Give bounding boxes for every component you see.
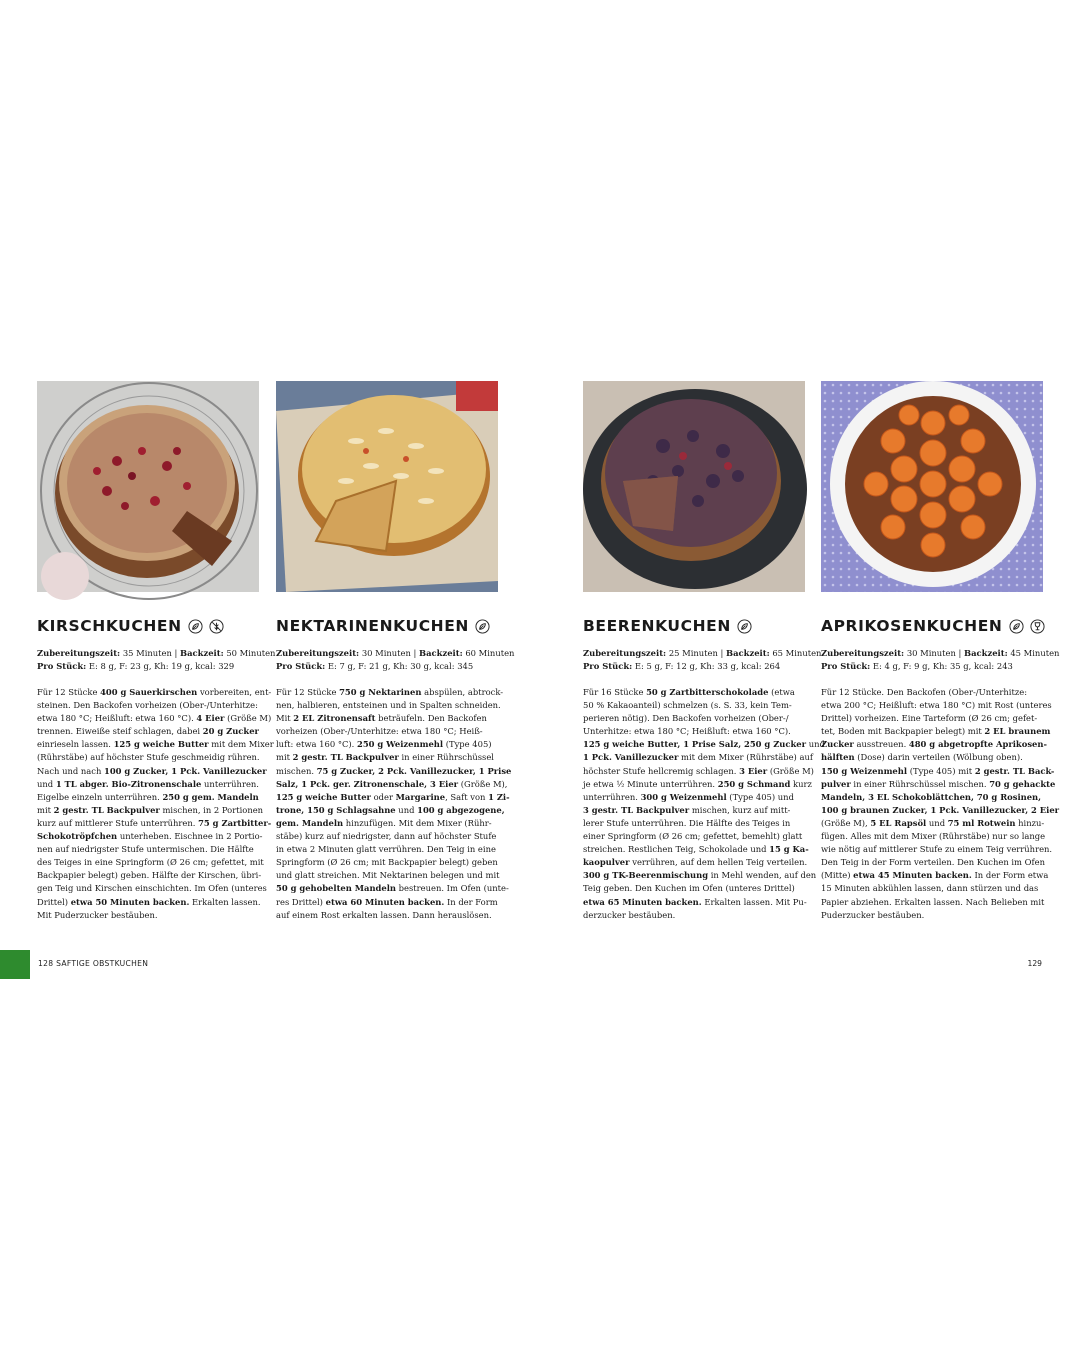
body-text: (Größe M), bbox=[458, 778, 508, 789]
body-line bbox=[821, 856, 1043, 869]
body-line bbox=[276, 830, 498, 843]
ingredient-text: Schokotröpfchen bbox=[37, 831, 118, 842]
body-text: kurz auf mittlerer Stufe unterrühren. bbox=[37, 817, 199, 828]
body-text: mit dem Mixer (Rührstäbe) auf bbox=[678, 752, 813, 763]
ingredient-text: Salz, 1 Pck. ger. Zitronenschale, 3 Eier bbox=[276, 778, 459, 789]
prep-label: Zubereitungszeit: bbox=[821, 648, 905, 658]
per-label: Pro Stück: bbox=[821, 661, 871, 671]
photo-beerenkuchen bbox=[583, 381, 805, 592]
body-text: vorbereiten, ent- bbox=[197, 687, 272, 697]
body-text: in etwa 2 Minuten glatt verrühren. Den Teig in eine bbox=[276, 844, 496, 855]
body-line bbox=[583, 830, 805, 843]
bake-value: 50 Minuten bbox=[223, 648, 276, 658]
body-line bbox=[276, 699, 501, 712]
body-text: wie nötig auf mittlerer Stufe zu einem Teig verrühren. bbox=[821, 844, 1053, 855]
body-text: höchster Stufe hellcremig schlagen. bbox=[583, 765, 740, 776]
body-line bbox=[37, 843, 259, 856]
ingredient-text: pulver bbox=[821, 778, 851, 789]
recipe-title-row bbox=[821, 616, 1043, 636]
ingredient-text: 5 EL Rapsöl bbox=[870, 817, 927, 828]
ingredient-text: etwa 45 Minuten backen. bbox=[853, 870, 972, 881]
recipe-nektarinenkuchen bbox=[276, 381, 515, 936]
per-value: E: 5 g, F: 12 g, Kh: 33 g, kcal: 264 bbox=[632, 661, 781, 671]
ingredient-text: 300 g TK-Beerenmischung bbox=[583, 870, 709, 881]
ingredient-text: kaopulver bbox=[583, 857, 630, 868]
body-text: nen auf niedrigster Stufe untermischen. Die Hälfte bbox=[37, 844, 254, 855]
body-line bbox=[583, 725, 805, 738]
body-text: (Größe M) bbox=[224, 713, 272, 724]
body-text: lerer Stufe unterrühren. Die Hälfte des Teiges in bbox=[583, 817, 791, 828]
body-text: (Dose) darin verteilen (Wölbung oben). bbox=[854, 752, 1023, 763]
body-line bbox=[276, 869, 498, 882]
body-line bbox=[821, 817, 1043, 830]
body-line bbox=[37, 830, 263, 843]
body-text: streichen. Restlichen Teig, Schokolade und bbox=[583, 844, 770, 855]
body-text: tet, Boden mit Backpapier belegt) mit bbox=[821, 726, 985, 737]
ingredient-text: 250 g Schmand bbox=[717, 778, 791, 789]
recipe-aprikosenkuchen bbox=[821, 381, 1060, 936]
body-line bbox=[821, 778, 1056, 791]
per-value: E: 7 g, F: 21 g, Kh: 30 g, kcal: 345 bbox=[325, 661, 474, 671]
ingredient-text: 4 Eier bbox=[196, 713, 225, 724]
body-text: Mit Puderzucker bestäuben. bbox=[37, 909, 158, 920]
body-text: Erkalten lassen. Mit Pu- bbox=[701, 896, 807, 907]
prep-label: Zubereitungszeit: bbox=[37, 648, 121, 658]
body-line bbox=[276, 804, 505, 817]
body-line bbox=[583, 686, 805, 699]
body-line bbox=[37, 725, 259, 738]
body-text: derzucker bestäuben. bbox=[583, 909, 676, 920]
body-line bbox=[37, 765, 267, 778]
ingredient-text: 100 g Zucker, 1 Pck. Vanillezucker bbox=[104, 765, 267, 776]
body-text: je etwa ½ Minute unterrühren. bbox=[583, 778, 718, 789]
body-text: Puderzucker bestäuben. bbox=[821, 909, 925, 920]
recipe-title-row bbox=[276, 616, 498, 636]
ingredient-text: 100 g abgezogene, bbox=[417, 804, 505, 815]
body-line bbox=[37, 699, 259, 712]
body-text: Unterhitze: etwa 180 °C; Heißluft: etwa 160 °C). bbox=[583, 726, 791, 737]
body-text: (Type 405) mit bbox=[907, 765, 975, 776]
ingredient-text: Margarine bbox=[395, 791, 446, 802]
ingredient-text: 2 gestr. TL Backpulver bbox=[292, 752, 399, 763]
body-text: in einer Rührschüssel mischen. bbox=[850, 778, 990, 789]
body-line bbox=[583, 804, 805, 817]
body-line bbox=[821, 882, 1043, 895]
body-text: 15 Minuten abkühlen lassen, dann stürzen und das bbox=[821, 883, 1039, 894]
body-line bbox=[37, 791, 259, 804]
body-line bbox=[821, 699, 1052, 712]
recipe-meta bbox=[37, 647, 276, 673]
body-text: Drittel) vorheizen. Eine Tarteform (Ø 26 cm; gefet- bbox=[821, 713, 1038, 724]
ingredient-text: 75 g Zartbitter- bbox=[198, 817, 272, 828]
body-text: und bbox=[806, 739, 825, 750]
body-line bbox=[37, 778, 259, 791]
recipe-meta bbox=[276, 647, 515, 673]
body-line bbox=[276, 725, 498, 738]
footer-accent-bar bbox=[0, 950, 30, 979]
recipe-title: NEKTARINENKUCHEN bbox=[276, 617, 470, 635]
body-text: (Type 405) und bbox=[726, 791, 794, 802]
recipe-title: APRIKOSENKUCHEN bbox=[821, 617, 1003, 635]
body-line bbox=[583, 778, 812, 791]
per-value: E: 8 g, F: 23 g, Kh: 19 g, kcal: 329 bbox=[86, 661, 235, 671]
per-label: Pro Stück: bbox=[276, 661, 326, 671]
recipe-title-row bbox=[37, 616, 259, 636]
bake-label: Backzeit: bbox=[726, 648, 770, 658]
body-line bbox=[583, 882, 805, 895]
ingredient-text: gem. Mandeln bbox=[276, 817, 344, 828]
ingredient-text: 1 Pck. Vanillezucker bbox=[583, 752, 679, 763]
body-text: hinzufügen. Mit dem Mixer (Rühr- bbox=[343, 817, 492, 828]
body-text: unterheben. Eischnee in 2 Portio- bbox=[117, 831, 263, 842]
body-line bbox=[821, 686, 1043, 699]
prep-label: Zubereitungszeit: bbox=[583, 648, 667, 658]
body-text: Papier abziehen. Erkalten lassen. Nach Belieben mit bbox=[821, 896, 1045, 907]
body-line bbox=[583, 896, 805, 909]
body-text: abspülen, abtrock- bbox=[421, 687, 504, 697]
body-line bbox=[276, 882, 509, 895]
body-text: (etwa bbox=[768, 687, 795, 697]
prep-label: Zubereitungszeit: bbox=[276, 648, 360, 658]
body-line bbox=[821, 751, 1043, 764]
body-line bbox=[821, 738, 1047, 751]
body-text: etwa 200 °C; Heißluft: etwa 180 °C) mit Rost (unteres bbox=[821, 700, 1052, 711]
body-text: bestreuen. Im Ofen (unte- bbox=[396, 883, 509, 894]
body-text: etwa 180 °C; Heißluft: etwa 160 °C). bbox=[37, 713, 197, 724]
photo-nektarinenkuchen bbox=[276, 381, 498, 592]
body-text: einer Springform (Ø 26 cm; gefettet, bemehlt) glatt bbox=[583, 831, 803, 842]
leaf-badge-icon bbox=[1009, 619, 1024, 634]
per-label: Pro Stück: bbox=[583, 661, 633, 671]
ingredient-text: 50 g gehobelten Mandeln bbox=[276, 883, 397, 894]
body-text: Springform (Ø 26 cm; mit Backpapier belegt) geben bbox=[276, 857, 498, 868]
body-text: und bbox=[926, 817, 948, 828]
recipe-beerenkuchen bbox=[583, 381, 825, 936]
body-text: luft: etwa 160 °C). bbox=[276, 739, 358, 750]
body-line bbox=[37, 712, 272, 725]
body-text: Backpapier belegt) geben. Hälfte der Kirschen, übri- bbox=[37, 870, 262, 881]
recipe-meta bbox=[821, 647, 1060, 673]
prep-value: 25 Minuten | bbox=[666, 648, 727, 658]
body-text: , Saft von bbox=[445, 791, 489, 802]
ingredient-text: 1 TL abger. Bio-Zitronenschale bbox=[55, 778, 202, 789]
body-text: (Größe M), bbox=[821, 817, 871, 828]
ingredient-text: 125 g weiche Butter, 1 Prise Salz, 250 g Zucker bbox=[583, 739, 807, 750]
leaf-badge-icon bbox=[475, 619, 490, 634]
bake-label: Backzeit: bbox=[419, 648, 463, 658]
glass-badge-icon bbox=[1030, 619, 1045, 634]
body-text: nen, halbieren, entsteinen und in Spalten schneiden. bbox=[276, 700, 501, 711]
body-text: gen Teig und Kirschen einschichten. Im Ofen (unteres bbox=[37, 883, 267, 894]
ingredient-text: etwa 50 Minuten backen. bbox=[70, 896, 190, 907]
ingredient-text: 75 ml Rotwein bbox=[947, 817, 1016, 828]
body-line bbox=[276, 817, 498, 830]
cherry-cake-image bbox=[37, 381, 259, 592]
body-line bbox=[821, 765, 1055, 778]
prep-value: 30 Minuten | bbox=[904, 648, 965, 658]
body-text: verrühren, auf dem hellen Teig verteilen. bbox=[629, 857, 808, 868]
body-line bbox=[583, 712, 805, 725]
recipe-body bbox=[583, 686, 825, 936]
body-text: (Type 405) bbox=[443, 739, 492, 750]
body-line bbox=[583, 856, 808, 869]
body-line bbox=[276, 686, 504, 699]
berry-cake-image bbox=[583, 381, 805, 592]
body-text: des Teiges in eine Springform (Ø 26 cm; gefettet, mit bbox=[37, 857, 264, 868]
body-line bbox=[821, 712, 1043, 725]
nectarine-cake-image bbox=[276, 381, 498, 592]
ingredient-text: Zucker bbox=[821, 739, 854, 750]
body-text: In der Form bbox=[444, 896, 498, 907]
body-line bbox=[37, 896, 259, 909]
body-line bbox=[583, 699, 805, 712]
body-text: Für 16 Stücke bbox=[583, 687, 647, 697]
body-text: in einer Rührschüssel bbox=[398, 752, 494, 763]
body-text: kurz bbox=[790, 778, 812, 789]
body-line bbox=[276, 791, 510, 804]
body-line bbox=[583, 738, 825, 751]
ingredient-text: etwa 60 Minuten backen. bbox=[325, 896, 445, 907]
body-text: Für 12 Stücke. Den Backofen (Ober-/Unterhitze: bbox=[821, 687, 1028, 697]
body-text: perieren nötig). Den Backofen vorheizen (Ober-/ bbox=[583, 713, 789, 724]
ingredient-text: 250 g gem. Mandeln bbox=[162, 791, 259, 802]
body-line bbox=[276, 778, 508, 791]
ingredient-text: 125 g weiche Butter bbox=[276, 791, 371, 802]
body-text: In der Form etwa bbox=[971, 870, 1049, 881]
body-text: stäbe) kurz auf niedrigster, dann auf höchster Stufe bbox=[276, 831, 497, 842]
no-wheat-badge-icon bbox=[209, 619, 224, 634]
recipe-title: BEERENKUCHEN bbox=[583, 617, 731, 635]
body-line bbox=[276, 843, 498, 856]
body-line bbox=[37, 738, 274, 751]
body-text: (Rührstäbe) auf höchster Stufe geschmeidig rühren. bbox=[37, 752, 260, 763]
body-text: mit bbox=[37, 804, 54, 815]
body-text: und glatt streichen. Mit Nektarinen belegen und mit bbox=[276, 870, 500, 881]
recipe-meta bbox=[583, 647, 822, 673]
body-line bbox=[583, 909, 805, 922]
ingredient-text: 2 EL Zitronensaft bbox=[293, 713, 376, 724]
body-text: Teig geben. Den Kuchen im Ofen (unteres Drittel) bbox=[583, 883, 795, 894]
body-text: mischen, kurz auf mitt- bbox=[689, 804, 791, 815]
body-text: und bbox=[395, 804, 418, 815]
body-text: Mit bbox=[276, 713, 294, 724]
recipe-kirschkuchen bbox=[37, 381, 276, 936]
ingredient-text: etwa 65 Minuten backen. bbox=[583, 896, 702, 907]
body-line bbox=[276, 712, 498, 725]
ingredient-text: 2 gestr. TL Backpulver bbox=[53, 804, 160, 815]
body-line bbox=[583, 791, 805, 804]
body-line bbox=[276, 856, 498, 869]
body-line bbox=[821, 830, 1046, 843]
ingredient-text: 250 g Weizenmehl bbox=[357, 739, 444, 750]
body-line bbox=[821, 804, 1060, 817]
body-text: in Mehl wenden, auf den bbox=[708, 870, 817, 881]
body-line bbox=[276, 765, 512, 778]
body-text: mit bbox=[276, 752, 293, 763]
ingredient-text: 2 EL braunem bbox=[984, 726, 1051, 737]
body-line bbox=[276, 909, 498, 922]
body-text: oder bbox=[370, 791, 396, 802]
body-line bbox=[821, 791, 1043, 804]
body-line bbox=[821, 843, 1053, 856]
body-line bbox=[37, 869, 262, 882]
body-line bbox=[37, 817, 272, 830]
body-text: und bbox=[37, 778, 56, 789]
body-text: res Drittel) bbox=[276, 896, 326, 907]
body-text: mischen. bbox=[276, 765, 317, 776]
ingredient-text: 480 g abgetropfte Aprikosen- bbox=[908, 739, 1047, 750]
photo-kirschkuchen bbox=[37, 381, 259, 592]
body-line bbox=[276, 751, 498, 764]
recipe-body bbox=[37, 686, 274, 936]
body-line bbox=[821, 869, 1049, 882]
body-line bbox=[276, 896, 498, 909]
body-text: fügen. Alles mit dem Mixer (Rührstäbe) nur so lange bbox=[821, 831, 1046, 842]
bake-label: Backzeit: bbox=[180, 648, 224, 658]
ingredient-text: 15 g Ka- bbox=[769, 844, 809, 855]
body-text: unterrühren. bbox=[583, 791, 641, 802]
prep-value: 30 Minuten | bbox=[359, 648, 420, 658]
ingredient-text: 2 gestr. TL Back- bbox=[974, 765, 1055, 776]
ingredient-text: 150 g Weizenmehl bbox=[821, 765, 908, 776]
body-text: Für 12 Stücke bbox=[37, 687, 101, 697]
body-text: Eigelbe einzeln unterrühren. bbox=[37, 791, 163, 802]
body-line bbox=[821, 909, 1043, 922]
ingredient-text: 3 gestr. TL Backpulver bbox=[583, 804, 690, 815]
apricot-cake-image bbox=[821, 381, 1043, 592]
ingredient-text: 3 Eier bbox=[739, 765, 768, 776]
ingredient-text: 300 g Weizenmehl bbox=[640, 791, 727, 802]
body-text: steinen. Den Backofen vorheizen (Ober-/Unterhitze: bbox=[37, 700, 258, 711]
body-line bbox=[37, 686, 272, 699]
ingredient-text: 125 g weiche Butter bbox=[113, 739, 209, 750]
ingredient-text: 100 g braunen Zucker, 1 Pck. Vanillezucker, 2 Eier bbox=[821, 804, 1060, 815]
body-text: Nach und nach bbox=[37, 765, 105, 776]
ingredient-text: 1 Zi- bbox=[488, 791, 510, 802]
body-line bbox=[821, 725, 1051, 738]
ingredient-text: 50 g Zartbitterschokolade bbox=[646, 687, 769, 697]
body-text: trennen. Eiweiße steif schlagen, dabei bbox=[37, 726, 203, 737]
ingredient-text: hälften bbox=[821, 752, 855, 763]
ingredient-text: 400 g Sauerkirschen bbox=[100, 687, 198, 697]
body-text: 50 % Kakaoanteil) schmelzen (s. S. 33, kein Tem- bbox=[583, 700, 792, 711]
body-line bbox=[37, 804, 264, 817]
body-line bbox=[583, 751, 813, 764]
body-text: vorheizen (Ober-/Unterhitze: etwa 180 °C; Heiß- bbox=[276, 726, 483, 737]
recipe-body bbox=[821, 686, 1060, 936]
bake-value: 65 Minuten bbox=[769, 648, 822, 658]
body-text: Erkalten lassen. bbox=[189, 896, 261, 907]
recipe-title-row bbox=[583, 616, 805, 636]
recipe-title: KIRSCHKUCHEN bbox=[37, 617, 182, 635]
footer-page-right: 129 bbox=[1027, 959, 1042, 968]
per-label: Pro Stück: bbox=[37, 661, 87, 671]
ingredient-text: 750 g Nektarinen bbox=[339, 687, 422, 697]
body-text: Den Teig in der Form verteilen. Den Kuchen im Ofen bbox=[821, 857, 1045, 868]
body-text: Drittel) bbox=[37, 896, 71, 907]
bake-value: 60 Minuten bbox=[462, 648, 515, 658]
body-text: ausstreuen. bbox=[853, 739, 909, 750]
body-text: Für 12 Stücke bbox=[276, 687, 340, 697]
body-text: einrieseln lassen. bbox=[37, 739, 114, 750]
ingredient-text: 75 g Zucker, 2 Pck. Vanillezucker, 1 Prise bbox=[316, 765, 512, 776]
ingredient-text: 20 g Zucker bbox=[202, 726, 259, 737]
leaf-badge-icon bbox=[188, 619, 203, 634]
leaf-badge-icon bbox=[737, 619, 752, 634]
footer-page-left: 128 SAFTIGE OBSTKUCHEN bbox=[38, 959, 149, 968]
body-text: hinzu- bbox=[1015, 817, 1045, 828]
ingredient-text: trone, 150 g Schlagsahne bbox=[276, 804, 396, 815]
ingredient-text: 70 g gehackte bbox=[989, 778, 1056, 789]
prep-value: 35 Minuten | bbox=[120, 648, 181, 658]
body-text: mischen, in 2 Portionen bbox=[159, 804, 264, 815]
body-line bbox=[276, 738, 498, 751]
bake-label: Backzeit: bbox=[964, 648, 1008, 658]
body-line bbox=[583, 843, 809, 856]
body-line bbox=[37, 751, 259, 764]
body-text: mit dem Mixer bbox=[208, 739, 274, 750]
photo-aprikosenkuchen bbox=[821, 381, 1043, 592]
body-line bbox=[583, 765, 814, 778]
body-text: beträufeln. Den Backofen bbox=[375, 713, 487, 724]
ingredient-text: Mandeln, 3 EL Schokoblättchen, 70 g Rosinen, bbox=[821, 791, 1042, 802]
recipe-body bbox=[276, 686, 512, 936]
body-line bbox=[821, 896, 1043, 909]
body-text: unterrühren. bbox=[201, 778, 259, 789]
body-line bbox=[583, 817, 805, 830]
body-line bbox=[37, 909, 259, 922]
bake-value: 45 Minuten bbox=[1007, 648, 1060, 658]
body-text: (Mitte) bbox=[821, 870, 854, 881]
body-text: (Größe M) bbox=[767, 765, 814, 776]
body-line bbox=[37, 856, 264, 869]
body-line bbox=[583, 869, 817, 882]
per-value: E: 4 g, F: 9 g, Kh: 35 g, kcal: 243 bbox=[870, 661, 1013, 671]
body-line bbox=[37, 882, 267, 895]
body-text: auf einem Rost erkalten lassen. Dann herauslösen. bbox=[276, 909, 492, 920]
